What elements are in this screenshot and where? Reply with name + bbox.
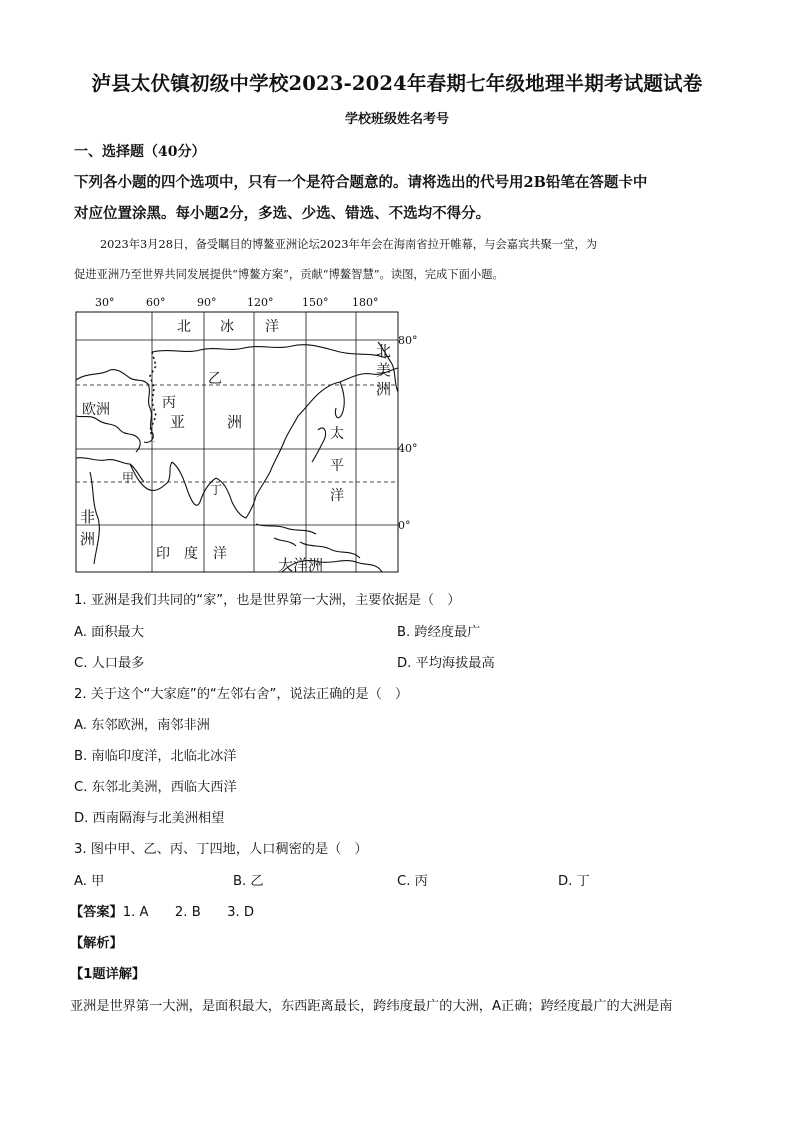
label-indian-3: 洋 xyxy=(213,546,227,562)
section-heading: 一、选择题（40分） xyxy=(74,144,206,160)
passage-line-2: 促进亚洲乃至世界共同发展提供“博鳌方案”，贡献“博鳌智慧”。读图，完成下面小题。 xyxy=(74,268,504,281)
europe-asia-boundary xyxy=(150,352,156,442)
label-pacific-3: 洋 xyxy=(330,488,344,504)
lon-label-150: 150° xyxy=(302,296,329,309)
lat-label-80: 80° xyxy=(398,334,418,347)
detail-text: 亚洲是世界第一大洲，是面积最大，东西距离最长，跨纬度最广的大洲，A正确；跨经度最广的大洲是南 xyxy=(70,999,673,1014)
analysis-tag: 【解析】 xyxy=(70,936,123,951)
map-frame xyxy=(76,312,398,572)
question-2-option-b: B. 南临印度洋，北临北冰洋 xyxy=(74,749,237,764)
label-africa-2: 洲 xyxy=(80,530,96,548)
passage-line-1: 2023年3月28日，备受瞩目的博鳌亚洲论坛2023年年会在海南省拉开帷幕，与会嘉宾共聚一堂，为 xyxy=(100,238,598,251)
label-ding: 丁 xyxy=(210,483,223,497)
instruction-line-2: 对应位置涂黑。每小题2分，多选、少选、错选、不选均不得分。 xyxy=(74,205,491,222)
question-3-stem: 3. 图中甲、乙、丙、丁四地，人口稠密的是（ ） xyxy=(74,842,368,857)
question-2-option-a: A. 东邻欧洲，南邻非洲 xyxy=(74,718,210,733)
question-3-option-a: A. 甲 xyxy=(74,874,105,889)
label-zhou: 洲 xyxy=(227,413,243,431)
student-info-line: 学校班级姓名考号 xyxy=(344,112,449,127)
label-arctic-3: 洋 xyxy=(265,319,279,335)
asia-map-figure xyxy=(60,292,420,577)
lon-label-120: 120° xyxy=(247,296,274,309)
label-pacific-2: 平 xyxy=(330,458,344,474)
answer-values: 1. A 2. B 3. D xyxy=(122,905,255,920)
detail-tag: 【1题详解】 xyxy=(70,967,146,982)
lat-label-0: 0° xyxy=(398,519,411,532)
label-indian-2: 度 xyxy=(184,546,198,562)
label-indian-1: 印 xyxy=(156,546,170,562)
label-ya: 亚 xyxy=(170,413,186,431)
label-oceania: 大洋洲 xyxy=(278,556,324,574)
answer-tag: 【答案】 xyxy=(70,905,123,920)
question-2-stem: 2. 关于这个“大家庭”的“左邻右舍”，说法正确的是（ ） xyxy=(74,687,409,702)
label-europe: 欧洲 xyxy=(82,402,110,418)
label-na-2: 美 xyxy=(376,361,392,379)
question-3-option-b: B. 乙 xyxy=(233,874,264,889)
question-1-stem: 1. 亚洲是我们共同的“家”，也是世界第一大洲，主要依据是（ ） xyxy=(74,593,461,608)
question-1-option-b: B. 跨经度最广 xyxy=(397,625,481,640)
label-arctic-1: 北 xyxy=(177,319,191,335)
answer-line xyxy=(70,901,254,920)
label-jia: 甲 xyxy=(122,471,135,485)
lon-label-30: 30° xyxy=(95,296,115,309)
lat-label-40: 40° xyxy=(398,442,418,455)
label-arctic-2: 冰 xyxy=(220,319,234,335)
lon-label-180: 180° xyxy=(352,296,379,309)
question-3-option-c: C. 丙 xyxy=(397,874,428,889)
coastlines xyxy=(76,342,398,572)
question-2-option-d: D. 西南隔海与北美洲相望 xyxy=(74,811,225,826)
question-1-option-d: D. 平均海拔最高 xyxy=(397,656,495,671)
instruction-line-1: 下列各小题的四个选项中，只有一个是符合题意的。请将选出的代号用2B铅笔在答题卡中 xyxy=(74,174,648,191)
label-na-3: 洲 xyxy=(376,380,392,398)
label-africa-1: 非 xyxy=(80,508,96,526)
lon-label-60: 60° xyxy=(146,296,166,309)
question-3-option-d: D. 丁 xyxy=(558,874,590,889)
label-na-1: 北 xyxy=(376,342,392,360)
question-1-option-a: A. 面积最大 xyxy=(74,625,144,640)
question-2-option-c: C. 东邻北美洲，西临大西洋 xyxy=(74,780,237,795)
exam-title: 泸县太伏镇初级中学校2023-2024年春期七年级地理半期考试题试卷 xyxy=(91,72,703,95)
question-1-option-c: C. 人口最多 xyxy=(74,656,145,671)
label-yi: 乙 xyxy=(208,371,222,387)
label-bing: 丙 xyxy=(162,395,176,411)
lon-label-90: 90° xyxy=(197,296,217,309)
label-pacific-1: 太 xyxy=(330,426,344,442)
